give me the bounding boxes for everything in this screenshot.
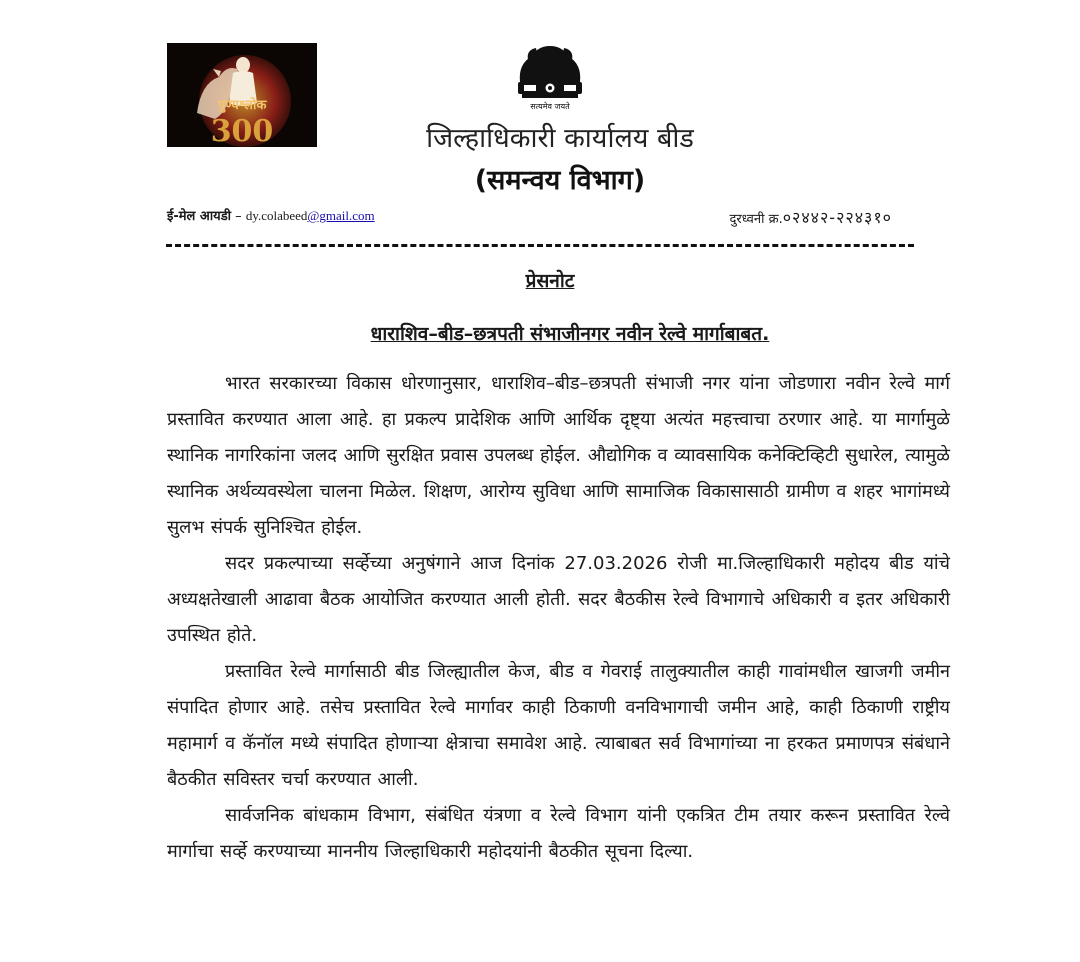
header-divider [166,244,914,247]
contact-row [167,206,892,226]
email-separator: – [231,209,246,224]
national-emblem [498,40,602,112]
paragraph-2: सदर प्रकल्पाच्या सर्व्हेच्या अनुषंगाने आज दिनांक 27.03.2026 रोजी मा.जिल्हाधिकारी महोदय बीड यांचे अध्यक्षतेखाली आढावा बैठक आयोजित करण्यात आली होती. सदर बैठकीस रेल्वे विभागाचे अधिकारी व इतर अधिकारी उपस्थित होते. [167,553,950,646]
email-link[interactable]: @gmail.com [307,208,375,223]
document-title: प्रेसनोट [525,270,575,292]
logo-caption-word: पुण्यश्लोक [217,98,267,113]
paragraph-1: भारत सरकारच्या विकास धोरणानुसार, धाराशिव–बीड–छत्रपती संभाजी नगर यांना जोडणारा नवीन रेल्वे मार्ग प्रस्तावित करण्यात आला आहे. हा प्रकल्प प्रादेशिक आणि आर्थिक दृष्ट्या अत्यंत महत्त्वाचा ठरणार आहे. या मार्गामुळे स्थानिक नागरिकांना जलद आणि सुरक्षित प्रवास उपलब्ध होईल. औद्योगिक व व्यावसायिक कनेक्टिव्हिटी सुधारेल, त्यामुळे स्थानिक अर्थव्यवस्थेला चालना मिळेल. शिक्षण, आरोग्य सुविधा आणि सामाजिक विकासासाठी ग्रामीण व शहर भागांमध्ये सुलभ संपर्क सुनिश्चित होईल. [167,373,950,538]
punyashlok-logo [167,43,317,147]
paragraph-3: प्रस्तावित रेल्वे मार्गासाठी बीड जिल्ह्यातील केज, बीड व गेवराई तालुक्यातील काही गावांमधील खाजगी जमीन संपादित होणार आहे. तसेच प्रस्तावित रेल्वे मार्गावर काही ठिकाणी वनविभागाची जमीन आहे, काही ठिकाणी राष्ट्रीय महामार्ग व कॅनॉल मध्ये संपादित होणाऱ्या क्षेत्राचा समावेश आहे. त्याबाबत सर्व विभागांच्या ना हरकत प्रमाणपत्र संबंधाने बैठकीत सविस्तर चर्चा करण्यात आली. [167,661,950,790]
email-label: ई-मेल आयडी [167,209,232,224]
phone-info [730,206,892,228]
phone-number: ०२४४२-२२४३१० [782,208,892,227]
body-text [167,366,950,870]
emblem-icon [498,40,602,112]
email-info [167,206,375,224]
email-user: dy.colabeed [245,208,308,223]
office-title: जिल्हाधिकारी कार्यालय बीड [426,123,694,154]
logo-caption-number: 300 [210,114,274,147]
phone-label: दुरध्वनी क्र. [729,212,783,227]
emblem-motto: सत्यमेव जयते [530,102,570,111]
paragraph-4: सार्वजनिक बांधकाम विभाग, संबंधित यंत्रणा व रेल्वे विभाग यांनी एकत्रित टीम तयार करून प्रस्तावित रेल्वे मार्गाचा सर्व्हे करण्याच्या माननीय जिल्हाधिकारी महोदयांनी बैठकीत सूचना दिल्या. [167,805,950,862]
subject-line: धाराशिव–बीड–छत्रपती संभाजीनगर नवीन रेल्वे मार्गाबाबत. [370,323,770,345]
department-title: (समन्वय विभाग) [474,165,646,196]
logo-artwork [167,43,317,147]
